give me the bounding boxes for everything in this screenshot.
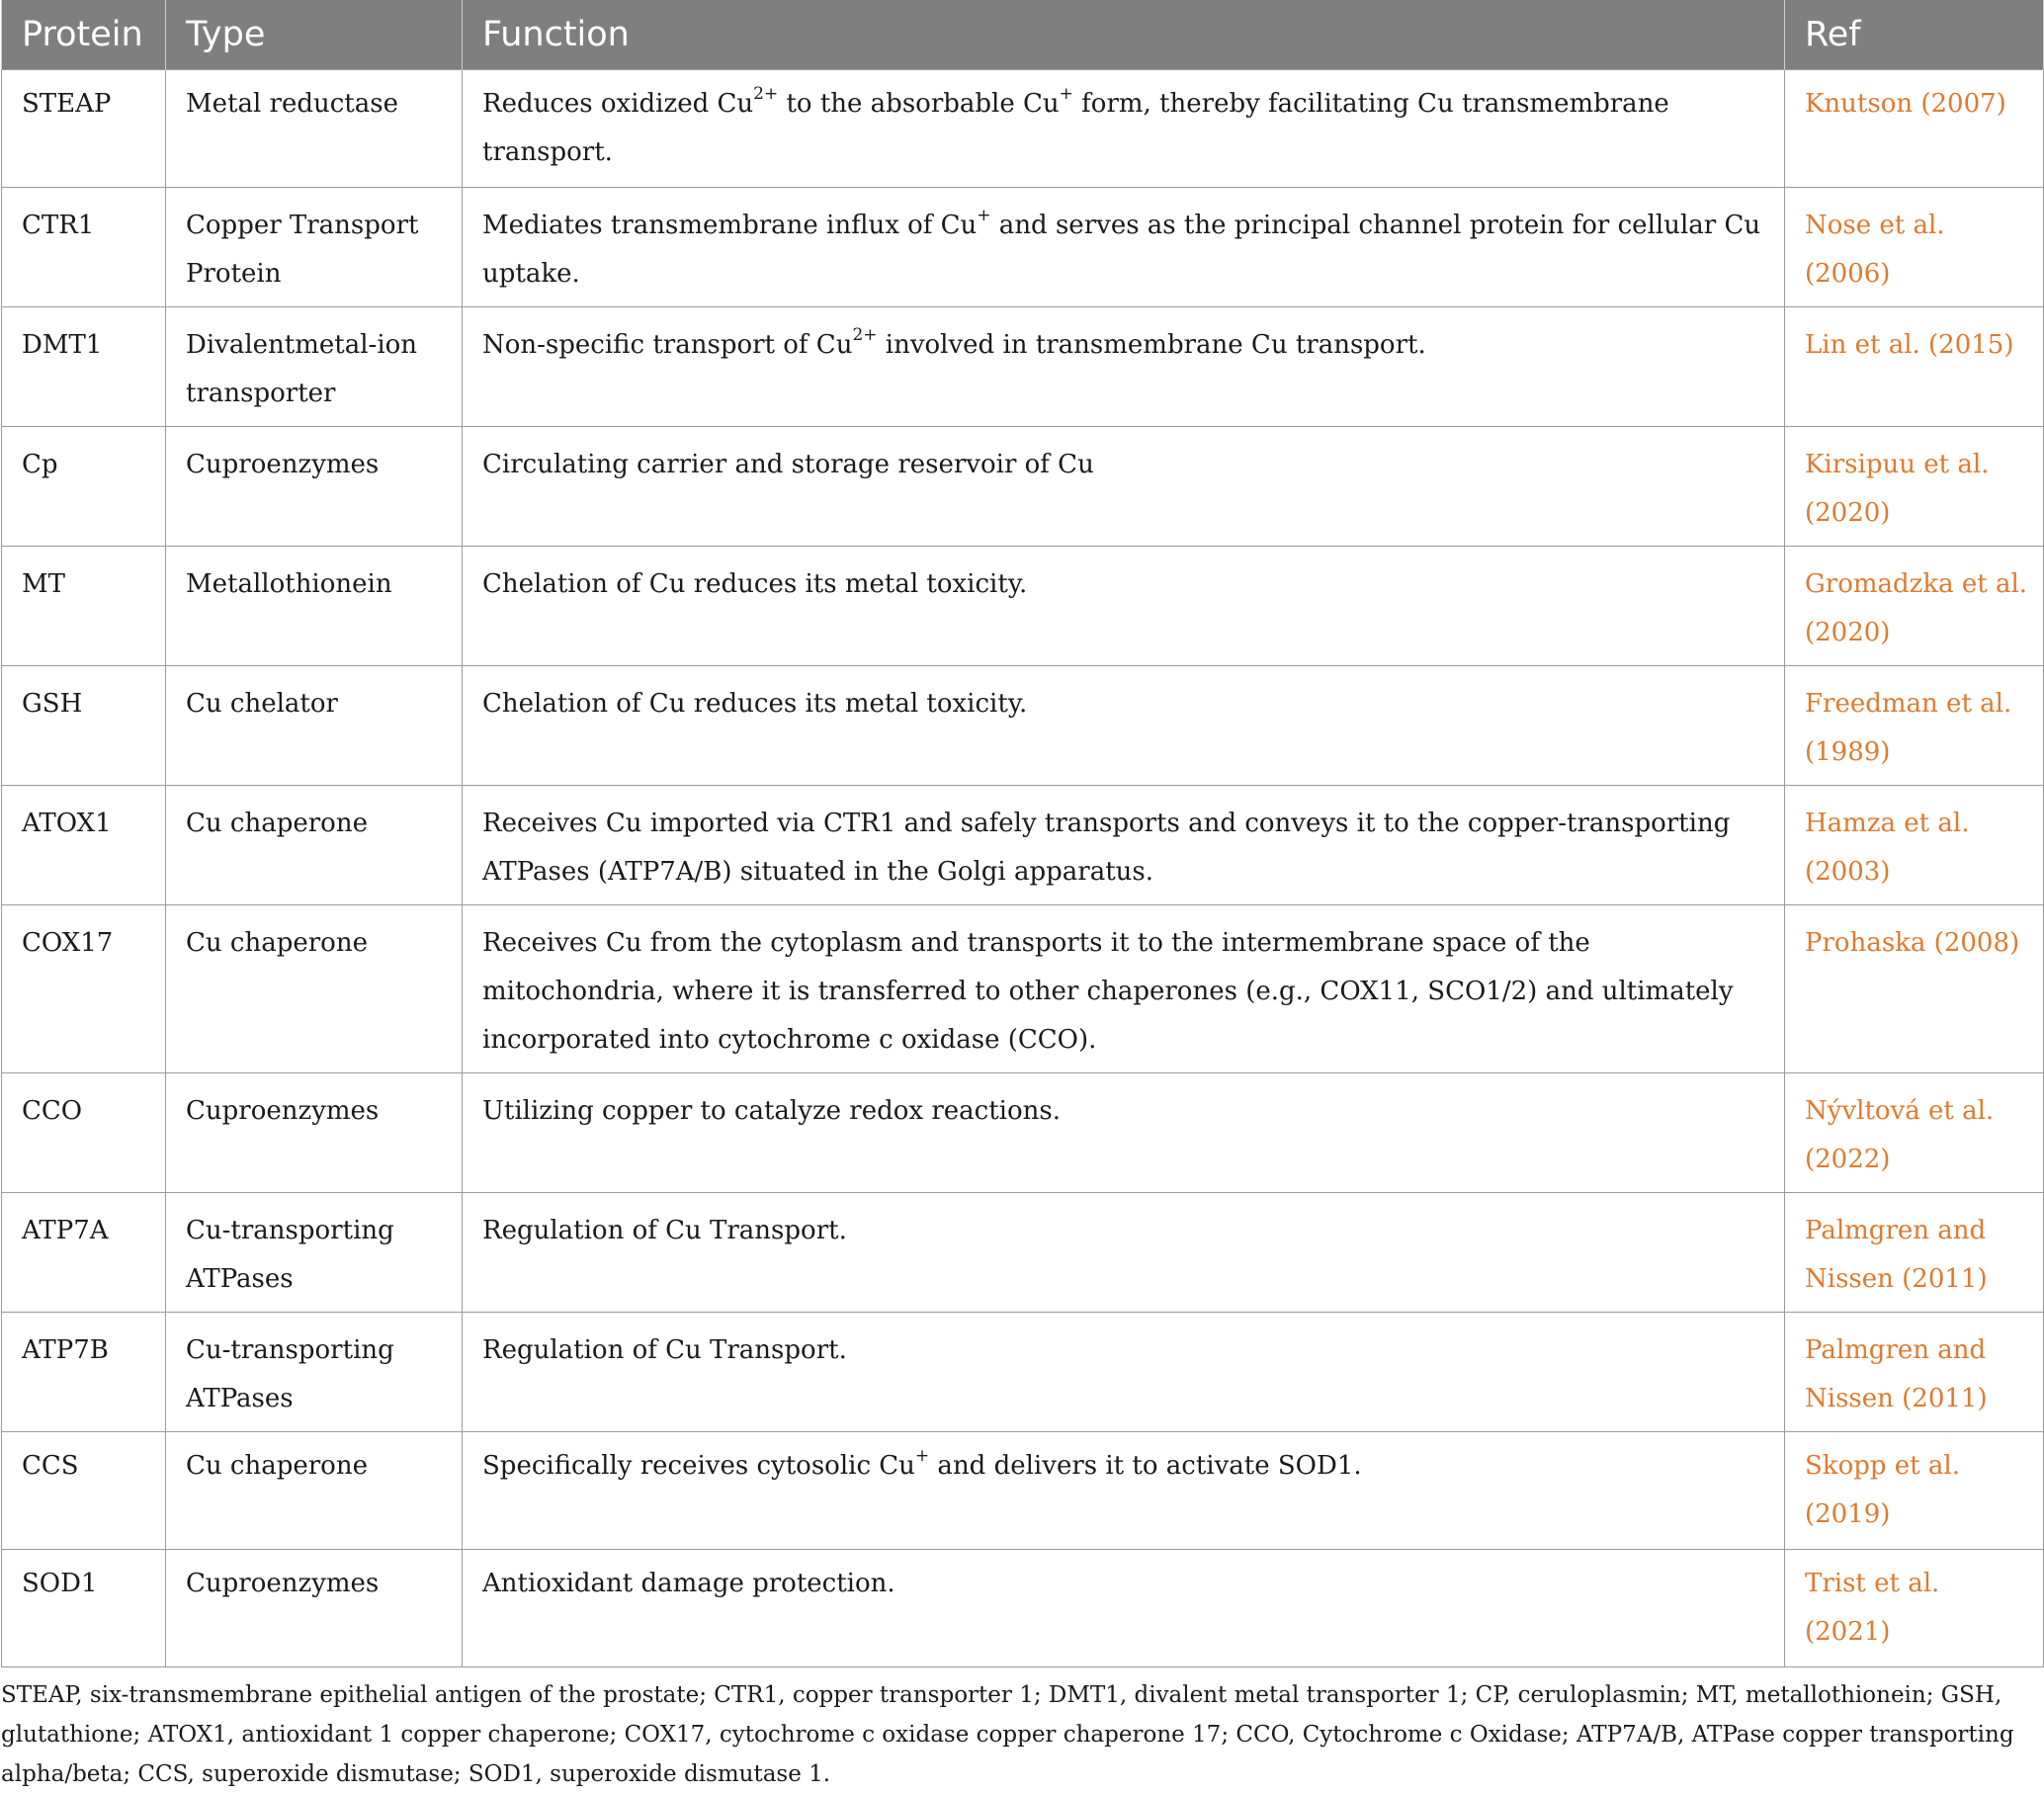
charge-superscript: +: [914, 1446, 930, 1467]
type-cell: Divalentmetal-ion transporter: [166, 307, 463, 427]
function-text: Reduces oxidized Cu: [482, 89, 754, 119]
copper-protein-table: [1, 0, 2044, 1667]
function-cell: [463, 1313, 1785, 1432]
table-row: [2, 188, 2044, 307]
table-header: [2, 0, 2044, 70]
protein-cell: CTR1: [2, 188, 166, 307]
reference-link[interactable]: Hamza et al. (2003): [1785, 786, 2044, 905]
charge-superscript: +: [977, 206, 991, 226]
function-cell: [463, 547, 1785, 666]
protein-cell: SOD1: [2, 1550, 166, 1667]
function-text: Non-specific transport of Cu: [482, 330, 853, 360]
function-cell: [463, 1432, 1785, 1550]
function-text: Antioxidant damage protection.: [482, 1569, 895, 1598]
type-cell: Cu chaperone: [166, 905, 463, 1073]
charge-superscript: 2+: [753, 84, 779, 105]
table-row: [2, 666, 2044, 786]
table-row: [2, 1313, 2044, 1432]
function-text: Specifically receives cytosolic Cu: [482, 1451, 915, 1481]
table-footnote: STEAP, six-transmembrane epithelial antigen of the prostate; CTR1, copper transporter 1; DMT1, divalent metal transporter 1; CP, ceruloplasmin; MT, metallothionein; GSH, glutathione; ATOX1, antioxidant 1 copper chaperone; COX17, cytochrome c oxidase copper chaperone 17; CCO, Cytochrome c Oxidase; ATP7A/B, ATPase copper transporting alpha/beta; CCS, superoxide dismutase; SOD1, superoxide dismutase 1.: [1, 1682, 2014, 1787]
function-text: Receives Cu from the cytoplasm and transports it to the intermembrane space of the mitochondria, where it is transferred to other chaperones (e.g., COX11, SCO1/2) and ultimately incorporated into cytochrome c oxidase (CCO).: [482, 928, 1734, 1055]
function-cell: [463, 70, 1785, 188]
reference-link[interactable]: Nose et al. (2006): [1785, 188, 2044, 307]
type-cell: Cu-transporting ATPases: [166, 1313, 463, 1432]
reference-link[interactable]: Knutson (2007): [1785, 70, 2044, 188]
protein-cell: COX17: [2, 905, 166, 1073]
type-cell: Cuproenzymes: [166, 1073, 463, 1193]
reference-link[interactable]: Gromadzka et al. (2020): [1785, 547, 2044, 666]
table-body: [2, 70, 2044, 1667]
type-cell: Cu chaperone: [166, 1432, 463, 1550]
function-text: and delivers it to activate SOD1.: [929, 1451, 1362, 1481]
function-text: to the absorbable Cu: [778, 89, 1060, 119]
function-cell: [463, 427, 1785, 547]
function-text: Regulation of Cu Transport.: [482, 1216, 847, 1245]
protein-cell: ATP7A: [2, 1193, 166, 1313]
type-cell: Cu-transporting ATPases: [166, 1193, 463, 1313]
table-row: [2, 547, 2044, 666]
function-text: form, thereby facilitating Cu transmembrane transport.: [482, 89, 1669, 167]
reference-link[interactable]: Nývltová et al. (2022): [1785, 1073, 2044, 1193]
function-text: involved in transmembrane Cu transport.: [877, 330, 1426, 360]
reference-link[interactable]: Palmgren and Nissen (2011): [1785, 1313, 2044, 1432]
table-row: [2, 1432, 2044, 1550]
protein-cell: GSH: [2, 666, 166, 786]
protein-cell: MT: [2, 547, 166, 666]
function-text: Regulation of Cu Transport.: [482, 1335, 847, 1365]
type-cell: Metal reductase: [166, 70, 463, 188]
table-row: [2, 1073, 2044, 1193]
table-row: [2, 70, 2044, 188]
function-cell: [463, 1550, 1785, 1667]
function-cell: [463, 188, 1785, 307]
protein-cell: Cp: [2, 427, 166, 547]
table-row: [2, 786, 2044, 905]
function-cell: [463, 307, 1785, 427]
function-text: Chelation of Cu reduces its metal toxicity.: [482, 689, 1028, 719]
table-row: [2, 307, 2044, 427]
table-row: [2, 1550, 2044, 1667]
function-cell: [463, 1073, 1785, 1193]
protein-cell: STEAP: [2, 70, 166, 188]
header-protein: Protein: [2, 0, 166, 70]
type-cell: Cu chelator: [166, 666, 463, 786]
function-text: Circulating carrier and storage reservoir of Cu: [482, 450, 1094, 479]
charge-superscript: 2+: [852, 325, 878, 346]
header-row: [2, 0, 2044, 70]
protein-cell: CCS: [2, 1432, 166, 1550]
function-text: Mediates transmembrane influx of Cu: [482, 211, 978, 240]
table-row: [2, 905, 2044, 1073]
protein-cell: ATP7B: [2, 1313, 166, 1432]
function-text: Chelation of Cu reduces its metal toxicity.: [482, 569, 1028, 599]
function-cell: [463, 905, 1785, 1073]
function-cell: [463, 786, 1785, 905]
function-text: and serves as the principal channel protein for cellular Cu uptake.: [482, 211, 1761, 289]
header-ref: Ref: [1785, 0, 2044, 70]
function-cell: [463, 666, 1785, 786]
protein-cell: DMT1: [2, 307, 166, 427]
type-cell: Cu chaperone: [166, 786, 463, 905]
type-cell: Cuproenzymes: [166, 427, 463, 547]
protein-cell: CCO: [2, 1073, 166, 1193]
charge-superscript: +: [1059, 84, 1073, 105]
table-row: [2, 1193, 2044, 1313]
protein-cell: ATOX1: [2, 786, 166, 905]
type-cell: Metallothionein: [166, 547, 463, 666]
reference-link[interactable]: Trist et al. (2021): [1785, 1550, 2044, 1667]
reference-link[interactable]: Prohaska (2008): [1785, 905, 2044, 1073]
type-cell: Copper Transport Protein: [166, 188, 463, 307]
function-text: Utilizing copper to catalyze redox reactions.: [482, 1096, 1061, 1126]
table-row: [2, 427, 2044, 547]
reference-link[interactable]: Kirsipuu et al. (2020): [1785, 427, 2044, 547]
header-function: Function: [463, 0, 1785, 70]
reference-link[interactable]: Freedman et al. (1989): [1785, 666, 2044, 786]
reference-link[interactable]: Lin et al. (2015): [1785, 307, 2044, 427]
function-text: Receives Cu imported via CTR1 and safely transports and conveys it to the copper-transporting ATPases (ATP7A/B) situated in the Golgi apparatus.: [482, 809, 1731, 887]
function-cell: [463, 1193, 1785, 1313]
type-cell: Cuproenzymes: [166, 1550, 463, 1667]
reference-link[interactable]: Skopp et al. (2019): [1785, 1432, 2044, 1550]
header-type: Type: [166, 0, 463, 70]
reference-link[interactable]: Palmgren and Nissen (2011): [1785, 1193, 2044, 1313]
